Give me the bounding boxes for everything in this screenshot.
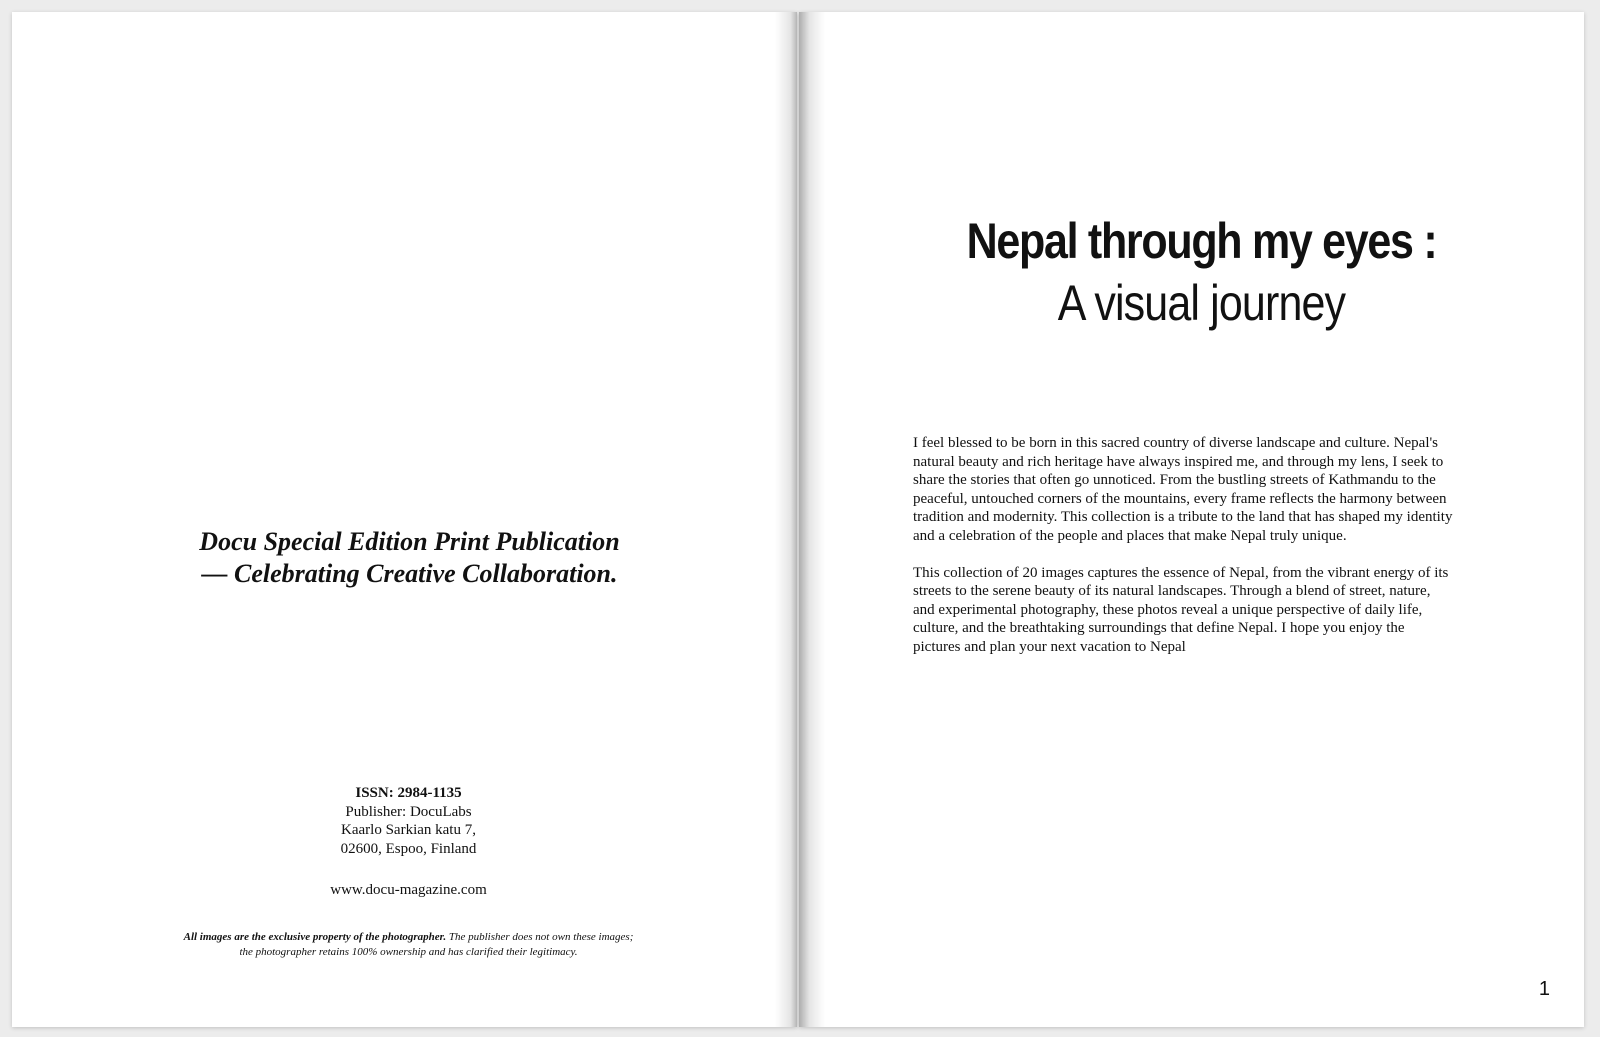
imprint-block — [12, 784, 797, 858]
intro-paragraph-1: I feel blessed to be born in this sacred country of diverse landscape and culture. Nepal's natural beauty and rich heritage have always inspired me, and through my lens, I seek to share the stories that often go unnoticed. From the bustling streets of Kathmandu to the peaceful, untouched corners of the mountains, every frame reflects the harmony between tradition and modernity. This collection is a tribute to the land that has shaped my identity and a celebration of the people and places that make Nepal truly unique. — [913, 435, 1453, 544]
gutter-shadow-right — [799, 12, 825, 1027]
issn: ISSN: 2984-1135 — [355, 785, 462, 801]
edition-title-line-2: — Celebrating Creative Collaboration. — [201, 559, 618, 588]
gutter-shadow-left — [775, 12, 797, 1027]
edition-title — [12, 526, 797, 590]
left-page — [12, 12, 797, 1027]
disclaimer-rest: The publisher does not own these images; — [446, 931, 634, 943]
article-title — [799, 210, 1584, 334]
disclaimer-line-2: the photographer retains 100% ownership and has clarified their legitimacy. — [239, 945, 578, 958]
publisher: Publisher: DocuLabs — [345, 803, 472, 820]
disclaimer-bold: All images are the exclusive property of the photographer. — [183, 931, 447, 943]
intro-text — [913, 434, 1453, 675]
address-line-2: 02600, Espoo, Finland — [340, 840, 477, 857]
address-line-1: Kaarlo Sarkian katu 7, — [341, 822, 476, 838]
page-number: 1 — [1538, 978, 1550, 1000]
magazine-spread — [12, 12, 1584, 1027]
right-page — [799, 12, 1584, 1027]
intro-paragraph-2: This collection of 20 images captures the essence of Nepal, from the vibrant energy of its streets to the serene beauty of its natural landscapes. Through a blend of street, nature, and experimental photography, these photos reveal a unique perspective of daily life, culture, and the breathtaking surroundings that define Nepal. I hope you enjoy the pictures and plan your next vacation to Nepal — [913, 564, 1449, 655]
copyright-disclaimer — [12, 930, 797, 959]
article-title-main: Nepal through my eyes : — [966, 213, 1437, 269]
edition-title-line-1: Docu Special Edition Print Publication — [199, 527, 620, 556]
website-link[interactable]: www.docu-magazine.com — [330, 882, 487, 898]
article-title-sub: A visual journey — [1057, 275, 1346, 331]
disclaimer-line-1 — [20, 930, 797, 945]
